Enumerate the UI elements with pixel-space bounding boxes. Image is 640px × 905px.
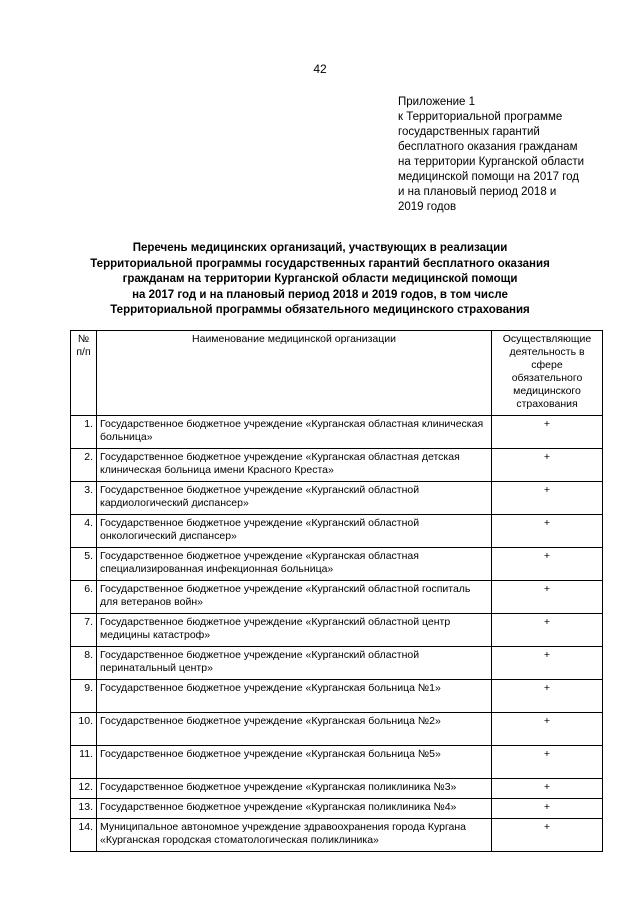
- row-number: 4.: [71, 515, 97, 548]
- organizations-table: [70, 330, 603, 852]
- row-number: 13.: [71, 799, 97, 819]
- oms-mark: +: [492, 647, 603, 680]
- row-number: 3.: [71, 482, 97, 515]
- appendix-line: 2019 годов: [398, 201, 457, 213]
- row-number: 12.: [71, 779, 97, 799]
- organization-name: Государственное бюджетное учреждение «Курганская поликлиника №3»: [97, 779, 492, 799]
- organization-name: Муниципальное автономное учреждение здравоохранения города Кургана «Курганская городская стоматологическая поликлиника»: [97, 819, 492, 852]
- row-number: 8.: [71, 647, 97, 680]
- table-row: [71, 581, 603, 614]
- table-row: [71, 799, 603, 819]
- organization-name: Государственное бюджетное учреждение «Курганская областная специализированная инфекционная больница»: [97, 548, 492, 581]
- table-row: [71, 614, 603, 647]
- table-row: [71, 482, 603, 515]
- organization-name: Государственное бюджетное учреждение «Курганский областной госпиталь для ветеранов войн»: [97, 581, 492, 614]
- table-header-row: [71, 331, 603, 416]
- organization-name: Государственное бюджетное учреждение «Курганский областной центр медицины катастроф»: [97, 614, 492, 647]
- table-row: [71, 746, 603, 779]
- table-row: [71, 515, 603, 548]
- organization-name: Государственное бюджетное учреждение «Курганская больница №1»: [97, 680, 492, 713]
- row-number: 9.: [71, 680, 97, 713]
- organization-name: Государственное бюджетное учреждение «Курганская больница №2»: [97, 713, 492, 746]
- table-row: [71, 647, 603, 680]
- appendix-line: и на плановый период 2018 и: [398, 186, 557, 198]
- oms-mark: +: [492, 482, 603, 515]
- oms-mark: +: [492, 416, 603, 449]
- row-number: 10.: [71, 713, 97, 746]
- oms-mark: +: [492, 746, 603, 779]
- appendix-line: к Территориальной программе: [398, 111, 563, 123]
- table-row: [71, 713, 603, 746]
- oms-mark: +: [492, 515, 603, 548]
- table-row: [71, 548, 603, 581]
- appendix-line: государственных гарантий: [398, 126, 540, 138]
- table-row: [71, 680, 603, 713]
- organization-name: Государственное бюджетное учреждение «Курганская областная детская клиническая больница имени Красного Креста»: [97, 449, 492, 482]
- appendix-line: Приложение 1: [398, 96, 476, 108]
- organization-name: Государственное бюджетное учреждение «Курганская областная клиническая больница»: [97, 416, 492, 449]
- organization-name: Государственное бюджетное учреждение «Курганская больница №5»: [97, 746, 492, 779]
- oms-mark: +: [492, 548, 603, 581]
- header-oms-activity: Осуществляющие деятельность в сфере обязательного медицинского страхования: [492, 331, 603, 416]
- oms-mark: +: [492, 614, 603, 647]
- row-number: 1.: [71, 416, 97, 449]
- title-line: гражданам на территории Курганской области медицинской помощи: [122, 273, 518, 285]
- appendix-line: бесплатного оказания гражданам: [398, 141, 578, 153]
- document-title: [60, 241, 580, 319]
- oms-mark: +: [492, 779, 603, 799]
- row-number: 2.: [71, 449, 97, 482]
- organization-name: Государственное бюджетное учреждение «Курганский областной перинатальный центр»: [97, 647, 492, 680]
- oms-mark: +: [492, 449, 603, 482]
- organization-name: Государственное бюджетное учреждение «Курганский областной онкологический диспансер»: [97, 515, 492, 548]
- table-row: [71, 416, 603, 449]
- table-row: [71, 449, 603, 482]
- appendix-note: [398, 95, 623, 215]
- title-line: Территориальной программы государственных гарантий бесплатного оказания: [90, 257, 550, 270]
- oms-mark: +: [492, 819, 603, 852]
- row-number: 14.: [71, 819, 97, 852]
- appendix-line: на территории Курганской области: [398, 156, 585, 168]
- row-number: 6.: [71, 581, 97, 614]
- row-number: 7.: [71, 614, 97, 647]
- oms-mark: +: [492, 680, 603, 713]
- row-number: 5.: [71, 548, 97, 581]
- header-number: № п/п: [71, 331, 97, 416]
- page-number: 42: [313, 62, 327, 76]
- appendix-line: медицинской помощи на 2017 год: [398, 171, 579, 183]
- oms-mark: +: [492, 581, 603, 614]
- table-row: [71, 779, 603, 799]
- organization-name: Государственное бюджетное учреждение «Курганская поликлиника №4»: [97, 799, 492, 819]
- row-number: 11.: [71, 746, 97, 779]
- table-row: [71, 819, 603, 852]
- oms-mark: +: [492, 799, 603, 819]
- title-line: Перечень медицинских организаций, участвующих в реализации: [132, 242, 508, 254]
- title-line: на 2017 год и на плановый период 2018 и 2019 годов, в том числе: [132, 288, 508, 301]
- header-organization-name: Наименование медицинской организации: [97, 331, 492, 416]
- organization-name: Государственное бюджетное учреждение «Курганский областной кардиологический диспансер»: [97, 482, 492, 515]
- oms-mark: +: [492, 713, 603, 746]
- title-line: Территориальной программы обязательного медицинского страхования: [110, 304, 530, 316]
